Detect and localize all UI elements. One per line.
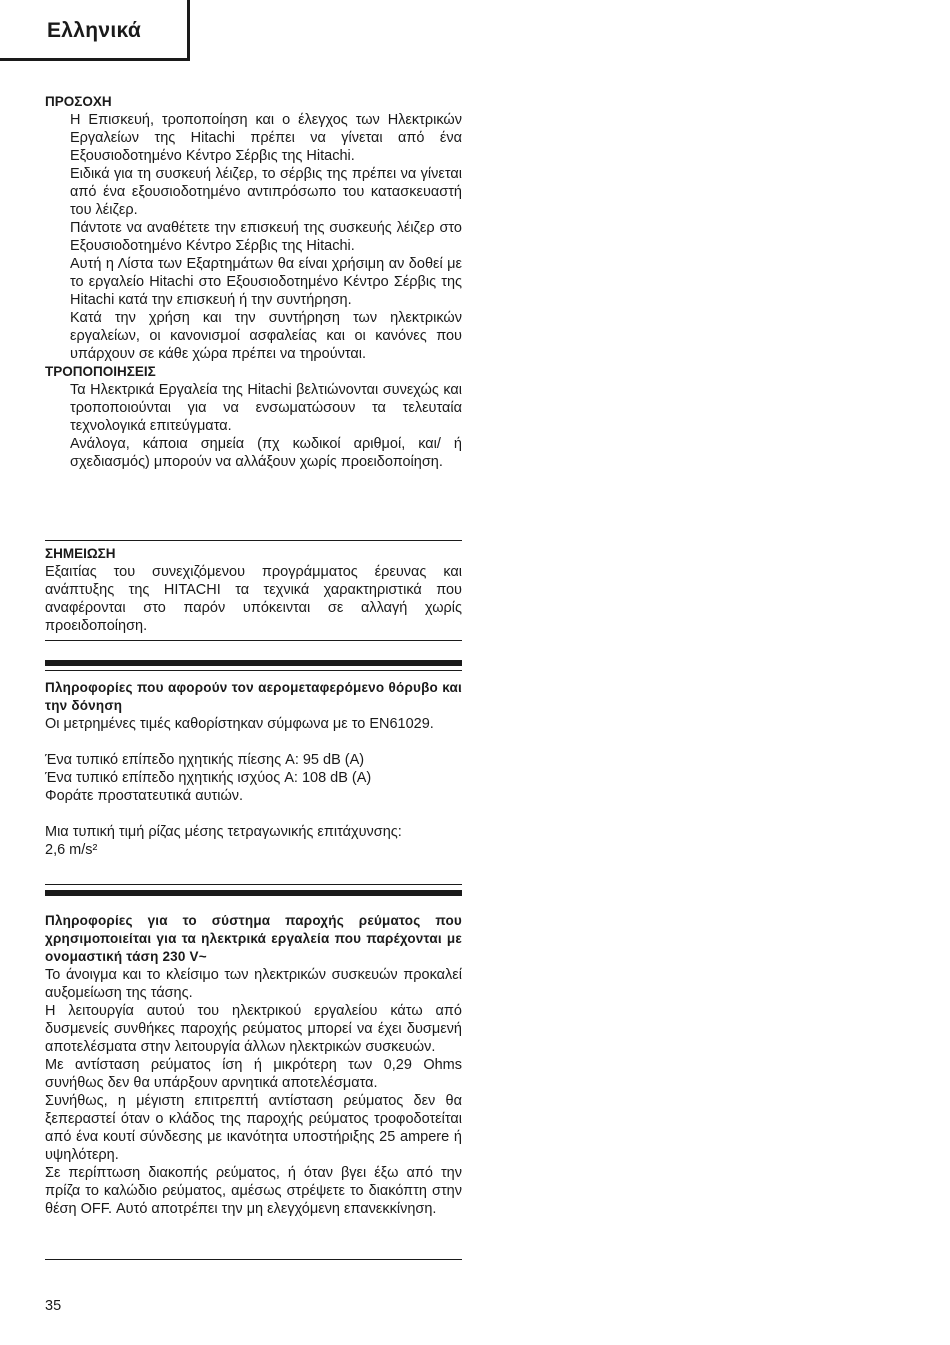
vibration-label: Μια τυπική τιμή ρίζας μέσης τετραγωνικής επιτάχυνσης: bbox=[45, 824, 402, 840]
caution-paragraph: Ειδικά για τη συσκευή λέιζερ, το σέρβις της πρέπει να γίνεται από ένα εξουσιοδοτημένο αντιπρόσωπο του κατασκευαστή του λέιζερ. bbox=[70, 166, 462, 218]
caution-heading: ΠΡΟΣΟΧΗ bbox=[45, 94, 112, 109]
noise-heading: Πληροφορίες που αφορούν τον αερομεταφερόμενο θόρυβο και την δόνηση bbox=[45, 680, 462, 713]
power-supply-paragraph: Με αντίσταση ρεύματος ίση ή μικρότερη των 0,29 Ohms συνήθως δεν θα υπάρξουν αρνητικά αποτελέσματα. bbox=[45, 1057, 462, 1091]
note-text: Εξαιτίας του συνεχιζόμενου προγράμματος έρευνας και ανάπτυξης της HITACHI τα τεχνικά χαρακτηριστικά που αναφέρονται στο παρόν υπόκεινται σε αλλαγή χωρίς προειδοποίηση. bbox=[45, 564, 462, 634]
thick-divider bbox=[45, 660, 462, 666]
noise-section bbox=[45, 679, 462, 859]
modifications-paragraph: Ανάλογα, κάποια σημεία (πχ κωδικοί αριθμοί, και/ ή σχεδιασμός) μπορούν να αλλάξουν χωρίς προειδοποίηση. bbox=[70, 436, 462, 470]
caution-paragraph: Αυτή η Λίστα των Εξαρτημάτων θα είναι χρήσιμη αν δοθεί με το εργαλείο Hitachi στο Εξουσιοδοτημένο Κέντρο Σέρβις της Hitachi κατά την επισκευή ή την συντήρηση. bbox=[70, 256, 462, 308]
divider bbox=[45, 670, 462, 671]
vibration-value: 2,6 m/s² bbox=[45, 842, 98, 858]
power-supply-paragraph: Το άνοιγμα και το κλείσιμο των ηλεκτρικών συσκευών προκαλεί αυξομείωση της τάσης. bbox=[45, 967, 462, 1001]
power-supply-body bbox=[45, 966, 462, 1218]
power-supply-section bbox=[45, 912, 462, 1218]
divider bbox=[45, 540, 462, 541]
caution-paragraph: Η Επισκευή, τροποποίηση και ο έλεγχος των Ηλεκτρικών Εργαλείων της Hitachi πρέπει να γίνεται από ένα Εξουσιοδοτημένο Κέντρο Σέρβις της Hitachi. bbox=[70, 112, 462, 164]
note-heading: ΣΗΜΕΙΩΣΗ bbox=[45, 546, 116, 561]
power-supply-heading: Πληροφορίες για το σύστημα παροχής ρεύματος που χρησιμοποιείται για τα ηλεκτρικά εργαλεία που παρέχονται με ονομαστική τάση 230 V~ bbox=[45, 913, 462, 964]
caution-paragraph: Κατά την χρήση και την συντήρηση των ηλεκτρικών εργαλείων, οι κανονισμοί ασφαλείας και οι κανόνες που υπάρχουν σε κάθε χώρα πρέπει να τηρούνται. bbox=[70, 310, 462, 362]
noise-power: Ένα τυπικό επίπεδο ηχητικής ισχύος A: 108 dB (A) bbox=[45, 770, 372, 786]
noise-intro: Οι μετρημένες τιμές καθορίστηκαν σύμφωνα με το EN61029. bbox=[45, 716, 434, 732]
modifications-body bbox=[45, 381, 462, 471]
note-section bbox=[45, 545, 462, 635]
power-supply-paragraph: Η λειτουργία αυτού του ηλεκτρικού εργαλείου κάτω από δυσμενείς συνθήκες παροχής ρεύματος μπορεί να έχει δυσμενή αποτελέσματα στην λειτουργία άλλων ηλεκτρικών συσκευών. bbox=[45, 1003, 462, 1055]
caution-paragraph: Πάντοτε να αναθέτετε την επισκευή της συσκευής λέιζερ στο Εξουσιοδοτημένο Κέντρο Σέρβις της Hitachi. bbox=[70, 220, 462, 254]
power-supply-paragraph: Σε περίπτωση διακοπής ρεύματος, ή όταν βγει έξω από την πρίζα το καλώδιο ρεύματος, αμέσως στρέψετε το διακόπτη στην θέση OFF. Αυτό αποτρέπει την μη ελεγχόμενη επανεκκίνηση. bbox=[45, 1165, 462, 1217]
power-supply-paragraph: Συνήθως, η μέγιστη επιτρεπτή αντίσταση ρεύματος δεν θα ξεπεραστεί όταν ο κλάδος της παροχής ρεύματος τροφοδοτείται από ένα κουτί σύνδεσης με ικανότητα υποστήριξης 25 ampere ή υψηλότερη. bbox=[45, 1093, 462, 1163]
divider bbox=[45, 640, 462, 641]
noise-protection: Φοράτε προστατευτικά αυτιών. bbox=[45, 788, 244, 804]
page-number: 35 bbox=[45, 1298, 62, 1314]
caution-body bbox=[45, 111, 462, 363]
language-label: Ελληνικά bbox=[47, 19, 142, 42]
divider bbox=[45, 884, 462, 885]
noise-pressure: Ένα τυπικό επίπεδο ηχητικής πίεσης A: 95 dB (A) bbox=[45, 752, 365, 768]
modifications-heading: ΤΡΟΠΟΠΟΙΗΣΕΙΣ bbox=[45, 364, 156, 379]
caution-section bbox=[45, 93, 462, 471]
modifications-paragraph: Τα Ηλεκτρικά Εργαλεία της Hitachi βελτιώνονται συνεχώς και τροποποιούνται για να ενσωματώσουν τα τελευταία τεχνολογικά επιτεύγματα. bbox=[70, 382, 462, 434]
language-tab bbox=[0, 0, 190, 61]
thick-divider bbox=[45, 890, 462, 896]
divider bbox=[45, 1259, 462, 1260]
